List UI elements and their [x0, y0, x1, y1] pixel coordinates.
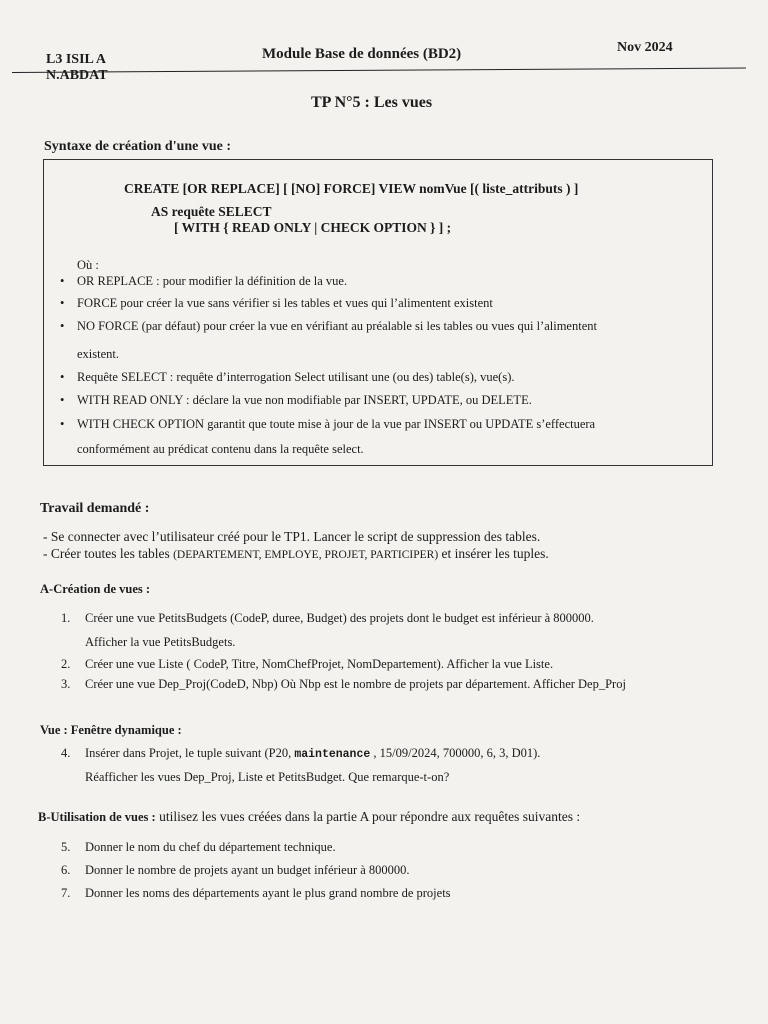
bullet-requete-select: • Requête SELECT : requête d’interrogation Select utilisant une (ou des) table(s), vue(s).	[77, 370, 515, 385]
exercise-7-text: Donner les noms des départements ayant le plus grand nombre de projets	[85, 886, 451, 900]
partA-heading: A-Création de vues :	[40, 582, 151, 596]
exercise-7	[61, 886, 451, 901]
exercise-3-num: 3.	[61, 677, 71, 691]
bullet-or-replace: • OR REPLACE : pour modifier la définition de la vue.	[77, 274, 347, 289]
bullet-check-option: • WITH CHECK OPTION garantit que toute mise à jour de la vue par INSERT ou UPDATE s’effectuera	[77, 417, 595, 432]
module-title: Module Base de données (BD2)	[262, 46, 462, 62]
exercise-1-cont: Afficher la vue PetitsBudgets.	[85, 635, 236, 649]
class-line: L3 ISIL A	[46, 52, 106, 67]
exercise-1-text: Créer une vue PetitsBudgets (CodeP, duree, Budget) des projets dont le budget est inférieur à 800000.	[85, 611, 594, 625]
travail-line-1: - Se connecter avec l’utilisateur créé pour le TP1. Lancer le script de suppression des tables.	[43, 529, 541, 544]
document-date: Nov 2024	[617, 40, 673, 55]
exercise-7-num: 7.	[61, 886, 71, 900]
vue-dynamique-heading: Vue : Fenêtre dynamique :	[40, 723, 182, 737]
exercise-4	[61, 746, 541, 761]
bullet-check-option-cont: conformément au prédicat contenu dans la requête select.	[77, 442, 364, 456]
partB-heading	[38, 809, 580, 825]
code-line-2: AS requête SELECT	[151, 204, 272, 219]
exercise-3-text: Créer une vue Dep_Proj(CodeD, Nbp) Où Nbp est le nombre de projets par département. Afficher Dep_Proj	[85, 677, 626, 691]
exercise-2	[61, 657, 554, 672]
ou-label: Où :	[77, 258, 99, 272]
bullet-read-only: • WITH READ ONLY : déclare la vue non modifiable par INSERT, UPDATE, ou DELETE.	[77, 393, 532, 408]
travail-line-2-start: - Créer toutes les tables	[43, 546, 174, 561]
exercise-3	[61, 677, 626, 692]
exercise-4-text-start: Insérer dans Projet, le tuple suivant (P20,	[85, 746, 295, 760]
exercise-5-text: Donner le nom du chef du département technique.	[85, 840, 336, 854]
partB-heading-bold: B-Utilisation de vues :	[38, 810, 156, 824]
exercise-2-num: 2.	[61, 657, 71, 671]
exercise-4-num: 4.	[61, 746, 71, 760]
partB-heading-rest: utilisez les vues créées dans la partie A pour répondre aux requêtes suivantes :	[155, 809, 581, 824]
exercise-4-mono: maintenance	[294, 748, 371, 761]
code-line-3: [ WITH { READ ONLY | CHECK OPTION } ] ;	[174, 220, 452, 235]
exercise-4-cont: Réafficher les vues Dep_Proj, Liste et PetitsBudget. Que remarque-t-on?	[85, 770, 450, 784]
exercise-1-num: 1.	[61, 611, 71, 625]
exercise-1	[61, 611, 594, 626]
exercise-2-text: Créer une vue Liste ( CodeP, Titre, NomChefProjet, NomDepartement). Afficher la vue Liste.	[85, 657, 554, 671]
travail-line-2	[43, 546, 549, 562]
page-title: TP N°5 : Les vues	[311, 94, 433, 111]
exercise-5	[61, 840, 336, 855]
bullet-force: • FORCE pour créer la vue sans vérifier si les tables et vues qui l’alimentent existent	[77, 296, 493, 311]
teacher-name: N.ABDAT	[46, 68, 108, 83]
table-list: (DEPARTEMENT, EMPLOYE, PROJET, PARTICIPER)	[173, 549, 439, 561]
exercise-6-text: Donner le nombre de projets ayant un budget inférieur à 800000.	[85, 863, 410, 877]
syntax-heading: Syntaxe de création d'une vue :	[44, 139, 232, 154]
exercise-5-num: 5.	[61, 840, 71, 854]
exercise-6	[61, 863, 410, 878]
code-line-1: CREATE [OR REPLACE] [ [NO] FORCE] VIEW nomVue [( liste_attributs ) ]	[124, 181, 579, 196]
bullet-no-force-cont: existent.	[77, 347, 120, 361]
travail-line-2-end: et insérer les tuples.	[438, 546, 549, 561]
bullet-no-force: • NO FORCE (par défaut) pour créer la vue en vérifiant au préalable si les tables ou vues qui l’alimentent	[77, 319, 597, 334]
exercise-4-text-end: , 15/09/2024, 700000, 6, 3, D01).	[370, 746, 541, 760]
exercise-6-num: 6.	[61, 863, 71, 877]
class-info	[46, 52, 108, 84]
header-divider	[12, 68, 746, 73]
travail-heading: Travail demandé :	[40, 501, 150, 516]
